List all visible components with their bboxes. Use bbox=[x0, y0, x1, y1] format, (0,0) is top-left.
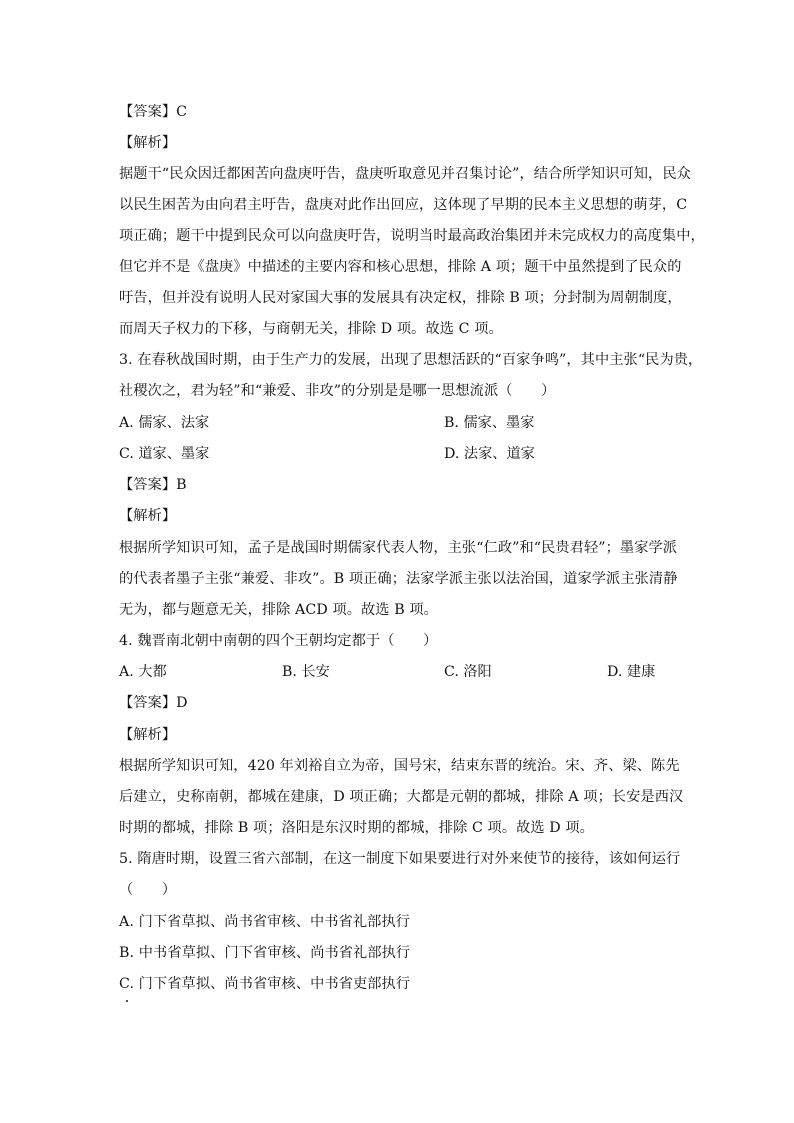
option-a: A. 门下省草拟、尚书省审核、中书省礼部执行 bbox=[119, 914, 411, 930]
analysis-line: 的代表者墨子主张“兼爱、非攻”。B 项正确；法家学派主张以法治国，道家学派主张清静 bbox=[119, 571, 678, 587]
option-b: B. 儒家、墨家 bbox=[444, 415, 535, 431]
analysis-line: 时期的都城，排除 B 项；洛阳是东汉时期的都城，排除 C 项。故选 D 项。 bbox=[119, 820, 594, 836]
analysis-line: 吁告，但并没有说明人民对家国大事的发展具有决定权，排除 B 项；分封制为周朝制度， bbox=[119, 290, 682, 306]
analysis-line: 项正确；题干中提到民众可以向盘庚吁告，说明当时最高政治集团并未完成权力的高度集中， bbox=[119, 228, 705, 244]
analysis-line: 以民生困苦为由向君主吁告，盘庚对此作出回应，这体现了早期的民本主义思想的萌芽，C bbox=[119, 197, 688, 213]
answer-label: 【答案】D bbox=[119, 695, 188, 711]
option-d: D. 法家、道家 bbox=[444, 446, 535, 462]
analysis-line: 而周天子权力的下移，与商朝无关，排除 D 项。故选 C 项。 bbox=[119, 321, 503, 337]
question-stem: （ ） bbox=[119, 882, 177, 898]
question-stem: 社稷次之，君为轻”和“兼爱、非攻”的分别是是哪一思想流派（ ） bbox=[119, 383, 556, 399]
analysis-line: 无为，都与题意无关，排除 ACD 项。故选 B 项。 bbox=[119, 602, 438, 618]
answer-label: 【答案】C bbox=[119, 104, 188, 120]
option-a: A. 大都 bbox=[119, 664, 167, 680]
answer-label: 【答案】B bbox=[119, 477, 187, 493]
analysis-line: 根据所学知识可知，孟子是战国时期儒家代表人物，主张“仁政”和“民贵君轻”；墨家学派 bbox=[119, 540, 678, 556]
question-stem: 4. 魏晋南北朝中南朝的四个王朝均定都于（ ） bbox=[119, 633, 438, 649]
question-stem: 3. 在春秋战国时期，由于生产力的发展，出现了思想活跃的“百家争鸣”，其中主张“民为贵， bbox=[119, 352, 703, 368]
analysis-line: 后建立，史称南朝，都城在建康，D 项正确；大都是元朝的都城，排除 A 项；长安是西汉 bbox=[119, 789, 684, 805]
option-c: C. 道家、墨家 bbox=[119, 446, 210, 462]
analysis-line: 但它并不是《盘庚》中描述的主要内容和核心思想，排除 A 项；题干中虽然提到了民众的 bbox=[119, 259, 682, 275]
option-d: D. 建康 bbox=[607, 664, 656, 680]
option-b: B. 中书省草拟、门下省审核、尚书省礼部执行 bbox=[119, 945, 411, 961]
option-a: A. 儒家、法家 bbox=[119, 415, 210, 431]
question-stem: 5. 隋唐时期，设置三省六部制，在这一制度下如果要进行对外来使节的接待，该如何运行 bbox=[119, 851, 681, 867]
analysis-label: 【解析】 bbox=[119, 508, 177, 524]
analysis-line: 据题干“民众因迁都困苦向盘庚吁告，盘庚听取意见并召集讨论”，结合所学知识可知，民众 bbox=[119, 166, 691, 182]
analysis-label: 【解析】 bbox=[119, 727, 177, 743]
option-c: C. 洛阳 bbox=[444, 664, 492, 680]
analysis-label: 【解析】 bbox=[119, 135, 177, 151]
option-c: C. 门下省草拟、尚书省审核、中书省吏部执行 bbox=[119, 976, 411, 992]
stray-mark bbox=[126, 1000, 128, 1002]
option-b: B. 长安 bbox=[282, 664, 330, 680]
analysis-line: 根据所学知识可知，420 年刘裕自立为帝，国号宋，结束东晋的统治。宋、齐、梁、陈先 bbox=[119, 758, 680, 774]
